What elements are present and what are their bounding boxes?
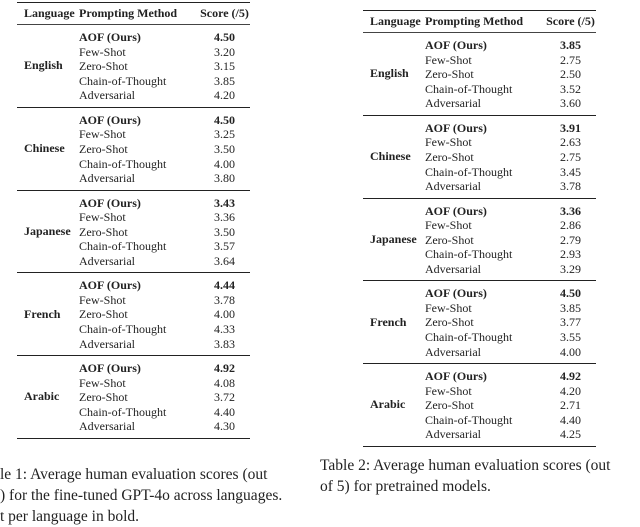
score-cell: 3.50 <box>214 141 235 156</box>
method-cell: Few-Shot <box>79 210 126 225</box>
method-cell: Adversarial <box>425 344 481 359</box>
method-cell: Adversarial <box>425 427 481 442</box>
method-cell: AOF (Ours) <box>79 278 141 293</box>
table-1 <box>17 2 250 439</box>
score-cell: 3.57 <box>214 239 235 254</box>
score-cell: 4.25 <box>560 427 581 442</box>
score-cell: 3.52 <box>560 81 581 96</box>
score-cell: 4.33 <box>214 322 235 337</box>
method-cell: Zero-Shot <box>425 149 474 164</box>
score-cell: 3.20 <box>214 44 235 59</box>
bottom-rule <box>363 446 596 447</box>
method-cell: AOF (Ours) <box>79 30 141 44</box>
score-cell: 4.30 <box>214 419 235 434</box>
score-cell: 3.80 <box>214 171 235 186</box>
score-cell: 2.86 <box>560 218 581 233</box>
method-cell: Adversarial <box>79 88 135 103</box>
language-group <box>17 25 250 107</box>
method-cell: AOF (Ours) <box>425 203 487 218</box>
header-language: Language <box>370 14 421 28</box>
header-score: Score (/5) <box>200 6 249 20</box>
score-cell: 4.40 <box>560 412 581 427</box>
method-cell: Adversarial <box>425 179 481 194</box>
header-row <box>363 11 596 32</box>
method-cell: Chain-of-Thought <box>425 164 513 179</box>
method-cell: Zero-Shot <box>425 232 474 247</box>
score-cell: 2.75 <box>560 52 581 67</box>
method-cell: Few-Shot <box>79 292 126 307</box>
score-cell: 3.72 <box>214 390 235 405</box>
header-row <box>17 3 250 24</box>
method-cell: Few-Shot <box>425 52 472 67</box>
table-1-caption <box>0 464 330 527</box>
method-cell: Few-Shot <box>425 218 472 233</box>
method-cell: Chain-of-Thought <box>79 156 167 171</box>
method-cell: Adversarial <box>425 96 481 111</box>
language-group <box>17 273 250 355</box>
method-cell: Zero-Shot <box>79 224 128 239</box>
caption-line: t per language in bold. <box>0 508 140 525</box>
method-cell: AOF (Ours) <box>425 38 487 52</box>
score-cell: 4.40 <box>214 404 235 419</box>
method-cell: Few-Shot <box>79 44 126 59</box>
header-score: Score (/5) <box>546 14 595 28</box>
score-cell: 3.91 <box>560 120 581 135</box>
method-cell: AOF (Ours) <box>425 286 487 301</box>
bottom-rule <box>17 438 250 439</box>
method-cell: Zero-Shot <box>79 390 128 405</box>
score-cell: 3.78 <box>214 292 235 307</box>
language-group <box>17 356 250 438</box>
method-cell: Chain-of-Thought <box>425 330 513 345</box>
score-cell: 3.85 <box>560 38 581 52</box>
method-cell: Adversarial <box>425 261 481 276</box>
table-2-caption <box>320 455 640 497</box>
method-cell: Chain-of-Thought <box>425 81 513 96</box>
score-cell: 4.20 <box>214 88 235 103</box>
method-cell: Adversarial <box>79 171 135 186</box>
method-cell: AOF (Ours) <box>79 195 141 210</box>
score-cell: 4.00 <box>214 307 235 322</box>
score-cell: 3.43 <box>214 195 235 210</box>
header-method: Prompting Method <box>79 6 178 20</box>
header-language: Language <box>24 6 75 20</box>
score-cell: 3.25 <box>214 127 235 142</box>
score-cell: 2.71 <box>560 398 581 413</box>
language-label: English <box>24 58 63 73</box>
method-cell: Chain-of-Thought <box>79 322 167 337</box>
language-group <box>17 108 250 190</box>
method-cell: Zero-Shot <box>425 67 474 82</box>
language-group <box>363 199 596 281</box>
method-cell: Few-Shot <box>79 127 126 142</box>
method-cell: Chain-of-Thought <box>79 239 167 254</box>
score-cell: 3.29 <box>560 261 581 276</box>
method-cell: AOF (Ours) <box>79 112 141 127</box>
method-cell: Zero-Shot <box>79 59 128 74</box>
language-label: Japanese <box>370 231 417 246</box>
method-cell: Zero-Shot <box>425 398 474 413</box>
language-label: Arabic <box>370 397 406 412</box>
language-group <box>363 281 596 363</box>
score-cell: 4.20 <box>560 383 581 398</box>
method-cell: Chain-of-Thought <box>79 73 167 88</box>
method-cell: Chain-of-Thought <box>79 404 167 419</box>
language-group <box>17 191 250 273</box>
method-cell: Adversarial <box>79 336 135 351</box>
score-cell: 4.00 <box>214 156 235 171</box>
score-cell: 3.78 <box>560 179 581 194</box>
language-label: French <box>24 306 61 321</box>
score-cell: 3.60 <box>560 96 581 111</box>
score-cell: 4.92 <box>214 361 235 376</box>
score-cell: 4.92 <box>560 369 581 384</box>
method-cell: AOF (Ours) <box>79 361 141 376</box>
method-cell: Few-Shot <box>425 300 472 315</box>
method-cell: AOF (Ours) <box>425 120 487 135</box>
score-cell: 3.85 <box>214 73 235 88</box>
score-cell: 2.93 <box>560 247 581 262</box>
language-label: Chinese <box>370 149 411 164</box>
score-cell: 3.83 <box>214 336 235 351</box>
score-cell: 3.15 <box>214 59 235 74</box>
language-label: English <box>370 66 409 81</box>
method-cell: Few-Shot <box>425 383 472 398</box>
method-cell: Zero-Shot <box>79 141 128 156</box>
method-cell: Few-Shot <box>79 375 126 390</box>
score-cell: 3.50 <box>214 224 235 239</box>
language-group <box>363 116 596 198</box>
score-cell: 2.63 <box>560 135 581 150</box>
score-cell: 4.50 <box>214 30 235 44</box>
score-cell: 3.77 <box>560 315 581 330</box>
score-cell: 4.50 <box>214 112 235 127</box>
header-method: Prompting Method <box>425 14 524 28</box>
score-cell: 2.79 <box>560 232 581 247</box>
method-cell: AOF (Ours) <box>425 369 487 384</box>
score-cell: 4.44 <box>214 278 235 293</box>
score-cell: 2.75 <box>560 149 581 164</box>
score-cell: 3.36 <box>560 203 581 218</box>
language-group <box>363 364 596 446</box>
score-cell: 3.45 <box>560 164 581 179</box>
language-label: Chinese <box>24 141 65 156</box>
score-cell: 3.85 <box>560 300 581 315</box>
language-label: French <box>370 314 407 329</box>
caption-line: le 1: Average human evaluation scores (out <box>0 466 268 483</box>
score-cell: 4.50 <box>560 286 581 301</box>
score-cell: 3.55 <box>560 330 581 345</box>
method-cell: Zero-Shot <box>425 315 474 330</box>
method-cell: Zero-Shot <box>79 307 128 322</box>
language-label: Arabic <box>24 389 60 404</box>
score-cell: 2.50 <box>560 67 581 82</box>
language-label: Japanese <box>24 223 71 238</box>
caption-line: ) for the fine-tuned GPT-4o across languages. <box>0 487 283 504</box>
score-cell: 4.00 <box>560 344 581 359</box>
table-2 <box>363 10 596 447</box>
score-cell: 4.08 <box>214 375 235 390</box>
method-cell: Adversarial <box>79 253 135 268</box>
language-group <box>363 33 596 115</box>
score-cell: 3.64 <box>214 253 235 268</box>
method-cell: Few-Shot <box>425 135 472 150</box>
caption-line: of 5) for pretrained models. <box>320 478 491 495</box>
method-cell: Adversarial <box>79 419 135 434</box>
score-cell: 3.36 <box>214 210 235 225</box>
method-cell: Chain-of-Thought <box>425 412 513 427</box>
method-cell: Chain-of-Thought <box>425 247 513 262</box>
caption-line: Table 2: Average human evaluation scores (out <box>320 457 611 474</box>
